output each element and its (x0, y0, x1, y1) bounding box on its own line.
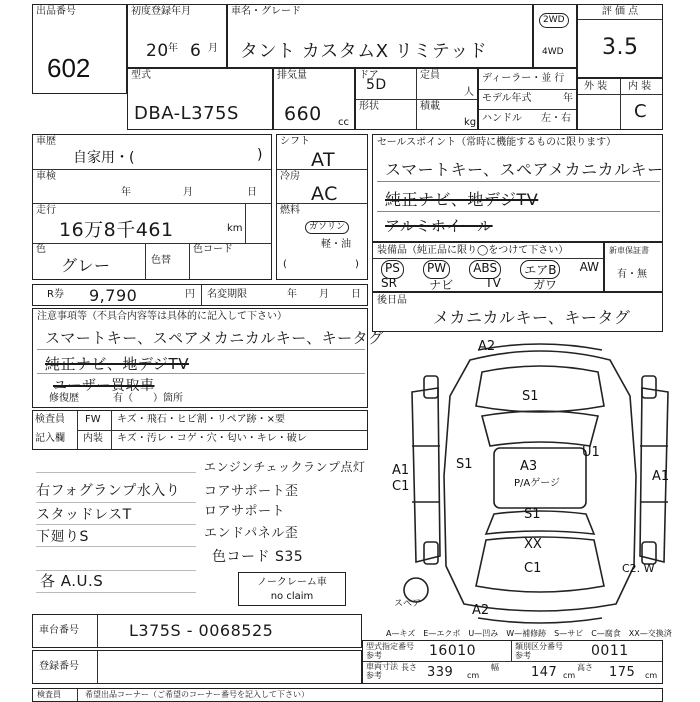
chassis-label: 車台番号 (39, 625, 79, 636)
rear-items-box (372, 292, 663, 332)
remark-right-2: コアサポート歪 (204, 484, 299, 499)
diagram-left-side-2: C1 (392, 479, 410, 494)
person-unit: 人 (464, 87, 474, 98)
inspection-label: 車検 (36, 171, 56, 182)
notes-box (32, 308, 384, 408)
spec-number: 16010 (429, 643, 477, 659)
chassis-number: L375S - 0068525 (129, 621, 274, 640)
equip-airbag: エアB (520, 260, 560, 279)
handle-value: 左・右 (541, 113, 571, 124)
diagram-center: A3 (520, 459, 538, 474)
km-unit: km (227, 223, 243, 234)
rear-items-label: 後日品 (377, 295, 407, 306)
spec-label: 型式指定番号 (366, 642, 414, 651)
remark-right-3: ロアサポート (204, 504, 286, 519)
recycle-label: R券 (47, 289, 64, 300)
rear-items-value: メカニカルキー、キータグ (433, 308, 631, 327)
remark-left-4: 各 A.U.S (40, 572, 104, 590)
doors: 5D (366, 77, 387, 93)
inspector-in-items: キズ・汚レ・コゲ・穴・匂い・キレ・破レ (117, 433, 307, 444)
equip-sr: SR (381, 276, 397, 290)
fuel-diesel: 軽・油 (321, 239, 351, 250)
history-box: 車歴 自家用・( ) 車検 年 月 日 走行 16万8千461 km 色 グレー 色替 色コード (32, 134, 272, 280)
lot-number-box (32, 4, 127, 94)
footer-text: 希望出品コーナー（ご希望のコーナー番号を記入して下さい） (85, 690, 309, 699)
diagram-left-side: A1 (392, 463, 410, 478)
inspector-label-1: 検査員 (35, 414, 65, 425)
int-grade: C (634, 101, 648, 122)
chassis-box (32, 614, 362, 648)
inspector-label-2: 記入欄 (35, 433, 65, 444)
damage-legend: A—キズ E—エクボ U—凹み W—補修跡 S—サビ C—腐食 XX—交換済 (386, 629, 672, 638)
dim-width: 147 (531, 665, 558, 680)
selling-point-1: スマートキー、スペアメカニカルキー (385, 160, 664, 179)
score-value: 3.5 (602, 35, 639, 60)
dealer-label: ディーラー・並 行 (482, 73, 565, 84)
inspector-fw-items: キズ・飛石・ヒビ割・リペア跡・×要 (117, 414, 285, 425)
first-reg-year-unit: 年 (168, 43, 178, 54)
diagram-front: A2 (478, 339, 496, 354)
footer-label: 検査員 (37, 690, 61, 699)
category-label: 類別区分番号 (515, 642, 563, 651)
first-reg-label: 初度登録年月 (131, 6, 191, 17)
drive-4wd: 4WD (542, 47, 564, 57)
color-change-label: 色替 (151, 255, 171, 266)
color-code-label: 色コード (193, 244, 233, 255)
drive-2wd: 2WD (539, 13, 569, 28)
model-grade-box (227, 4, 533, 68)
displacement-box (273, 68, 355, 130)
remark-left-3: 下廻りS (36, 529, 89, 545)
color-label: 色 (36, 244, 46, 255)
history-label: 車歴 (36, 136, 56, 147)
notes-label: 注意事項等（不具合内容等は具体的に記入して下さい） (37, 311, 287, 322)
diagram-rear: A2 (472, 603, 490, 618)
fuel-gasoline: ガソリン (305, 221, 349, 234)
diagram-spare-label: スペア (394, 599, 422, 609)
warranty-label: 新車保証書 (609, 246, 649, 255)
shape-label: 形状 (359, 101, 379, 112)
diagram-center-note: P/Aゲージ (514, 478, 561, 489)
diagram-right-side: A1 (652, 469, 670, 484)
repair-history-value: 有（ ）箇所 (113, 393, 183, 404)
selling-points-box (372, 134, 663, 242)
dim-length: 339 (427, 665, 454, 680)
equipment-box (372, 242, 604, 292)
history-value: 自家用・( (73, 150, 135, 166)
no-claim-jp: ノークレーム車 (257, 577, 327, 588)
mileage: 16万8千461 (59, 219, 174, 241)
diagram-trunk-xx: XX (524, 537, 542, 552)
specs-box: シフト AT 冷房 AC 燃料 ガソリン 軽・油 ( ) (276, 134, 368, 280)
registration-label: 登録番号 (39, 661, 79, 672)
equip-tv: TV (485, 276, 501, 290)
selling-point-3: アルミホイール (385, 217, 493, 235)
recycle-box: R券 9,790 円 名変期限 年 月 日 (32, 284, 368, 306)
warranty-box (604, 242, 663, 292)
remark-right-5: 色コード S35 (212, 549, 304, 565)
shift-label: シフト (280, 136, 310, 147)
car-diagram (390, 336, 690, 628)
first-reg-box (127, 4, 227, 68)
equip-navi: ナビ (429, 278, 454, 292)
remarks-right (200, 452, 376, 612)
remark-left-2: スタッドレスT (36, 507, 132, 523)
category-number: 0011 (591, 643, 629, 659)
note-2: 純正ナビ、地デジTV (45, 355, 189, 373)
inspector-box (32, 410, 368, 450)
equip-ps: PS (381, 260, 404, 279)
spec-numbers-box: 型式指定番号 参考 16010 類別区分番号 参考 0011 車両寸法 参考 長さ 339 cm 幅 147 cm 高さ 175 cm (362, 640, 663, 684)
displacement-label: 排気量 (277, 70, 307, 81)
handle-label: ハンドル (482, 113, 522, 124)
deadline-label: 名変期限 (207, 289, 247, 300)
remark-left-1: 右フォグランプ水入り (36, 483, 181, 499)
equip-aw: AW (579, 260, 599, 274)
cc-unit: cc (338, 117, 349, 128)
warranty-value: 有・無 (617, 269, 647, 280)
remark-right-4: エンドパネル歪 (204, 526, 299, 541)
no-claim-en: no claim (270, 591, 314, 602)
model-type-label: 型式 (131, 70, 151, 81)
doors-box (355, 68, 478, 130)
score-label: 評 価 点 (601, 6, 639, 17)
model-year-label: モデル年式 (482, 93, 532, 104)
diagram-hood: S1 (522, 389, 539, 404)
selling-points-label: セールスポイント（常時に機能するものに限ります） (377, 137, 617, 148)
no-claim-box (238, 572, 346, 606)
first-reg-month-unit: 月 (208, 43, 218, 54)
equip-pw: PW (423, 260, 450, 279)
remark-right-1: エンジンチェックランプ点灯 (204, 460, 366, 474)
model-type: DBA-L375S (134, 103, 239, 124)
repair-history-label: 修復歴 (49, 393, 79, 404)
inspector-in: 内装 (83, 433, 103, 444)
diagram-trunk-c1: C1 (524, 561, 542, 576)
dims-label: 車両寸法 (366, 662, 398, 671)
note-1: スマートキー、スペアメカニカルキー、キータグ (45, 329, 384, 347)
inspector-fw: FW (85, 414, 101, 425)
displacement: 660 (284, 103, 322, 125)
shift: AT (311, 149, 336, 171)
drive-box (533, 4, 577, 68)
first-reg-month: 6 (190, 41, 202, 61)
ext-label: 外 装 (584, 81, 608, 92)
selling-point-2: 純正ナビ、地デジTV (385, 190, 539, 209)
remarks-left (32, 452, 202, 612)
doors-label: ドア (359, 70, 379, 81)
recycle-amount: 9,790 (89, 286, 138, 305)
load-label: 積載 (420, 101, 440, 112)
model-type-box (127, 68, 273, 130)
diagram-trunk: S1 (524, 507, 541, 522)
score-box (577, 4, 663, 78)
lot-number: 602 (47, 53, 91, 83)
ac: AC (311, 183, 338, 205)
dim-height: 175 (609, 665, 636, 680)
mileage-label: 走行 (36, 205, 56, 216)
first-reg-year: 20 (146, 41, 169, 61)
dealer-box (478, 68, 577, 130)
color: グレー (61, 256, 111, 275)
int-label: 内 装 (628, 81, 652, 92)
equip-abs: ABS (469, 260, 501, 279)
fuel-label: 燃料 (280, 205, 300, 216)
ext-int-box (577, 78, 663, 130)
lot-label: 出品番号 (36, 6, 76, 17)
model-grade-label: 車名・グレード (231, 6, 301, 17)
capacity-label: 定員 (420, 70, 440, 81)
model-year-unit: 年 (563, 93, 573, 104)
equip-gawa: ガワ (532, 278, 557, 292)
equipment-label: 装備品（純正品に限り◯をつけて下さい） (377, 245, 569, 256)
diagram-door-right: U1 (582, 445, 600, 460)
diagram-door-left: S1 (456, 457, 473, 472)
model-grade: タント カスタムX リミテッド (240, 41, 488, 62)
registration-box (32, 650, 362, 684)
kg-unit: kg (464, 117, 477, 128)
diagram-rear-right: C2. W (622, 562, 655, 575)
note-3: ユーザー買取車 (53, 378, 155, 394)
ac-label: 冷房 (280, 171, 300, 182)
